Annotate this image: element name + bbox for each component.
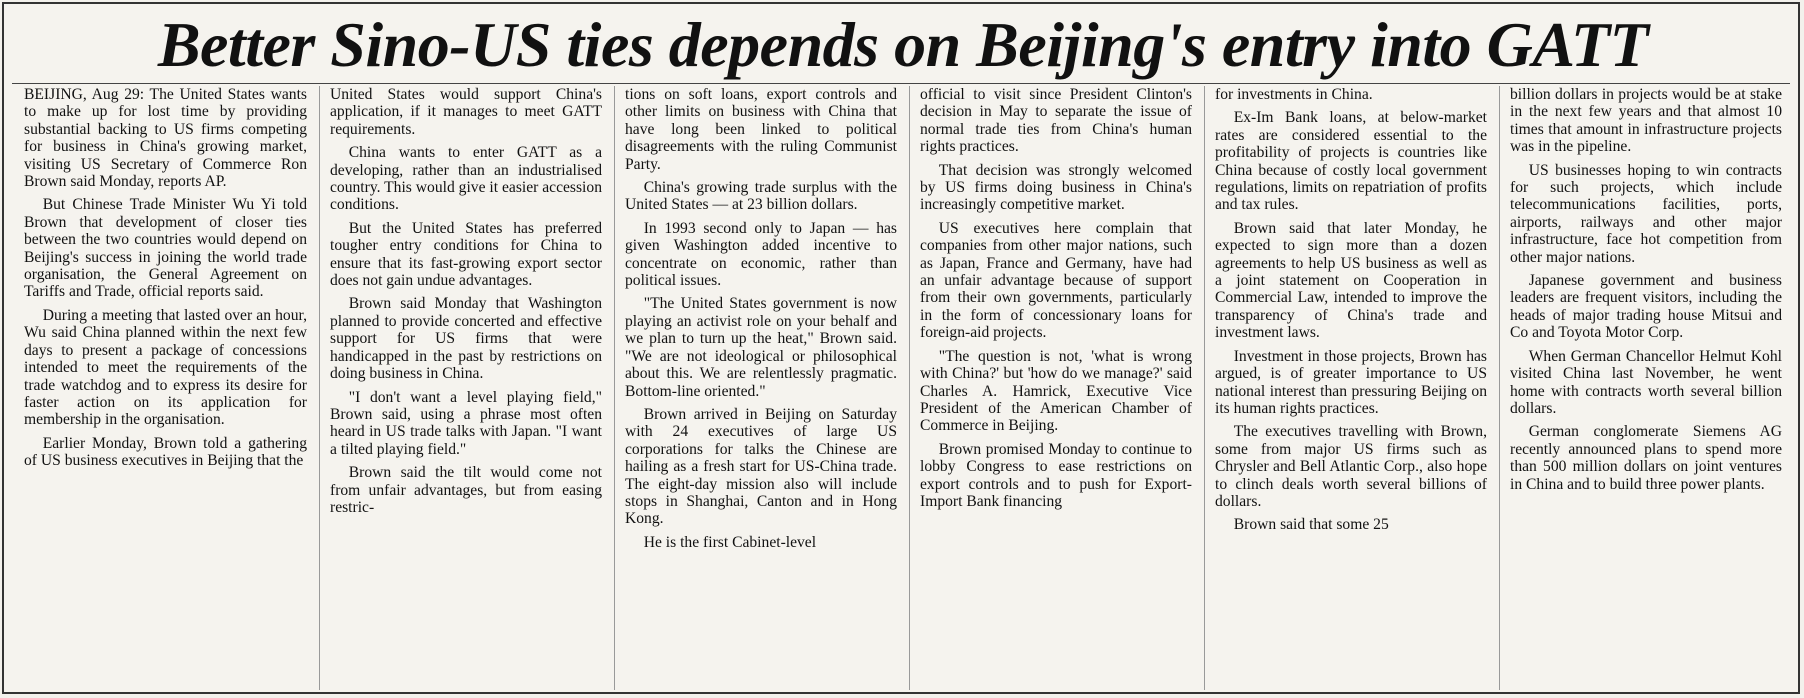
article-column-5	[1204, 86, 1499, 690]
paragraph: "I don't want a level playing field," Brown said, using a phrase most often heard in US trade talks with Japan. "I want a tilted playing field."	[330, 388, 602, 458]
paragraph: Brown said that some 25	[1233, 516, 1389, 534]
paragraph: In 1993 second only to Japan — has given Washington added incentive to concentrate on economic, rather than political issues.	[625, 219, 897, 290]
paragraph: Investment in those projects, Brown has argued, is of greater importance to US national interest than pressuring Beijing on its human rights practices.	[1215, 347, 1487, 417]
paragraph: for investments in China.	[1215, 86, 1373, 103]
article-column-3	[614, 86, 909, 690]
paragraph: Brown said the tilt would come not from unfair advantages, but from easing restric-	[330, 464, 602, 516]
newspaper-clipping	[2, 2, 1800, 694]
paragraph: US executives here complain that companies from other major nations, such as Japan, France and Germany, have had an unfair advantage because of support from their own governments, particularly in the form of concessionary loans for foreign-aid projects.	[920, 219, 1192, 342]
paragraph: But Chinese Trade Minister Wu Yi told Brown that development of closer ties between the two countries would depend on Beijing's success in joining the world trade organisation, the General Agreement on Tariffs and Trade, official reports said.	[24, 196, 307, 301]
paragraph: "The United States government is now playing an activist role on your behalf and we plan to turn up the heat," Brown said. "We are not ideological or philosophical about this. We are relentlessly pragmatic. Bottom-line oriented."	[625, 295, 897, 400]
paragraph: Brown said Monday that Washington planned to provide concerted and effective support for US firms that were handicapped in the past by restrictions on doing business in China.	[330, 295, 602, 383]
paragraph: tions on soft loans, export controls and other limits on business with China that have long been linked to political disagreements with the ruling Communist Party.	[625, 86, 897, 173]
paragraph: China's growing trade surplus with the United States — at 23 billion dollars.	[625, 179, 897, 214]
paragraph: German conglomerate Siemens AG recently announced plans to spend more than 500 million dollars on joint ventures in China and to build three power plants.	[1510, 423, 1782, 493]
paragraph: Ex-Im Bank loans, at below-market rates are considered essential to the profitability of projects is countries like China because of costly local government regulations, limits on repatriation of profits and tax rules.	[1215, 109, 1487, 214]
article-body	[24, 86, 1794, 690]
paragraph: billion dollars in projects would be at stake in the next few years and that almost 10 times that amount in infrastructure projects was in the pipeline.	[1510, 86, 1782, 156]
article-column-2	[319, 86, 614, 690]
article-column-6	[1499, 86, 1794, 690]
paragraph: US businesses hoping to win contracts for such projects, which include telecommunications facilities, ports, airports, railways and other major infrastructure, face hot competition from other major nations.	[1510, 161, 1782, 266]
paragraph: Japanese government and business leaders are frequent visitors, including the heads of major trading house Mitsui and Co and Toyota Motor Corp.	[1510, 272, 1782, 342]
paragraph: When German Chancellor Helmut Kohl visited China last November, he went home with contracts worth several billion dollars.	[1510, 347, 1782, 417]
paragraph: Brown promised Monday to continue to lobby Congress to ease restrictions on export controls and to push for Export-Import Bank financing	[920, 440, 1192, 510]
paragraph: Earlier Monday, Brown told a gathering of US business executives in Beijing that the	[24, 434, 307, 470]
paragraph: Brown said that later Monday, he expected to sign more than a dozen agreements to help US business as well as a joint statement on Cooperation in Commercial Law, intended to improve the transparency of China's trade and investment laws.	[1215, 219, 1487, 342]
paragraph: official to visit since President Clinton's decision in May to separate the issue of normal trade ties from China's human rights practices.	[920, 86, 1192, 156]
paragraph: The executives travelling with Brown, some from major US firms such as Chrysler and Bell Atlantic Corp., also hope to clinch deals worth several billions of dollars.	[1215, 423, 1487, 510]
paragraph: "The question is not, 'what is wrong with China?' but 'how do we manage?' said Charles A. Hamrick, Executive Vice President of the American Chamber of Commerce in Beijing.	[920, 347, 1192, 435]
paragraph: China wants to enter GATT as a developing, rather than an industrialised country. This would give it easier accession conditions.	[330, 144, 602, 214]
article-column-4	[909, 86, 1204, 690]
paragraph: BEIJING, Aug 29: The United States wants to make up for lost time by providing substantial backing to US firms competing for business in China's growing market, visiting US Secretary of Commerce Ron Brown said Monday, reports AP.	[24, 86, 307, 191]
headline-rule	[12, 83, 1790, 84]
paragraph: But the United States has preferred tougher entry conditions for China to ensure that its fast-growing export sector does not gain undue advantages.	[330, 219, 602, 290]
paragraph: Brown arrived in Beijing on Saturday with 24 executives of large US corporations for talks the Chinese are hailing as a fresh start for US-China trade. The eight-day mission also will include stops in Shanghai, Canton and in Hong Kong.	[625, 405, 897, 528]
paragraph: That decision was strongly welcomed by US firms doing business in China's increasingly competitive market.	[920, 161, 1192, 214]
article-column-1	[24, 86, 319, 690]
paragraph: He is the first Cabinet-level	[643, 533, 817, 551]
paragraph: United States would support China's application, if it manages to meet GATT requirements.	[330, 86, 602, 138]
headline: Better Sino-US ties depends on Beijing's entry into GATT	[157, 9, 1649, 80]
paragraph: During a meeting that lasted over an hour, Wu said China planned within the next few days to present a package of concessions intended to meet the requirements of the trade watchdog and to express its desire for faster action on its application for membership in the organisation.	[24, 306, 307, 429]
